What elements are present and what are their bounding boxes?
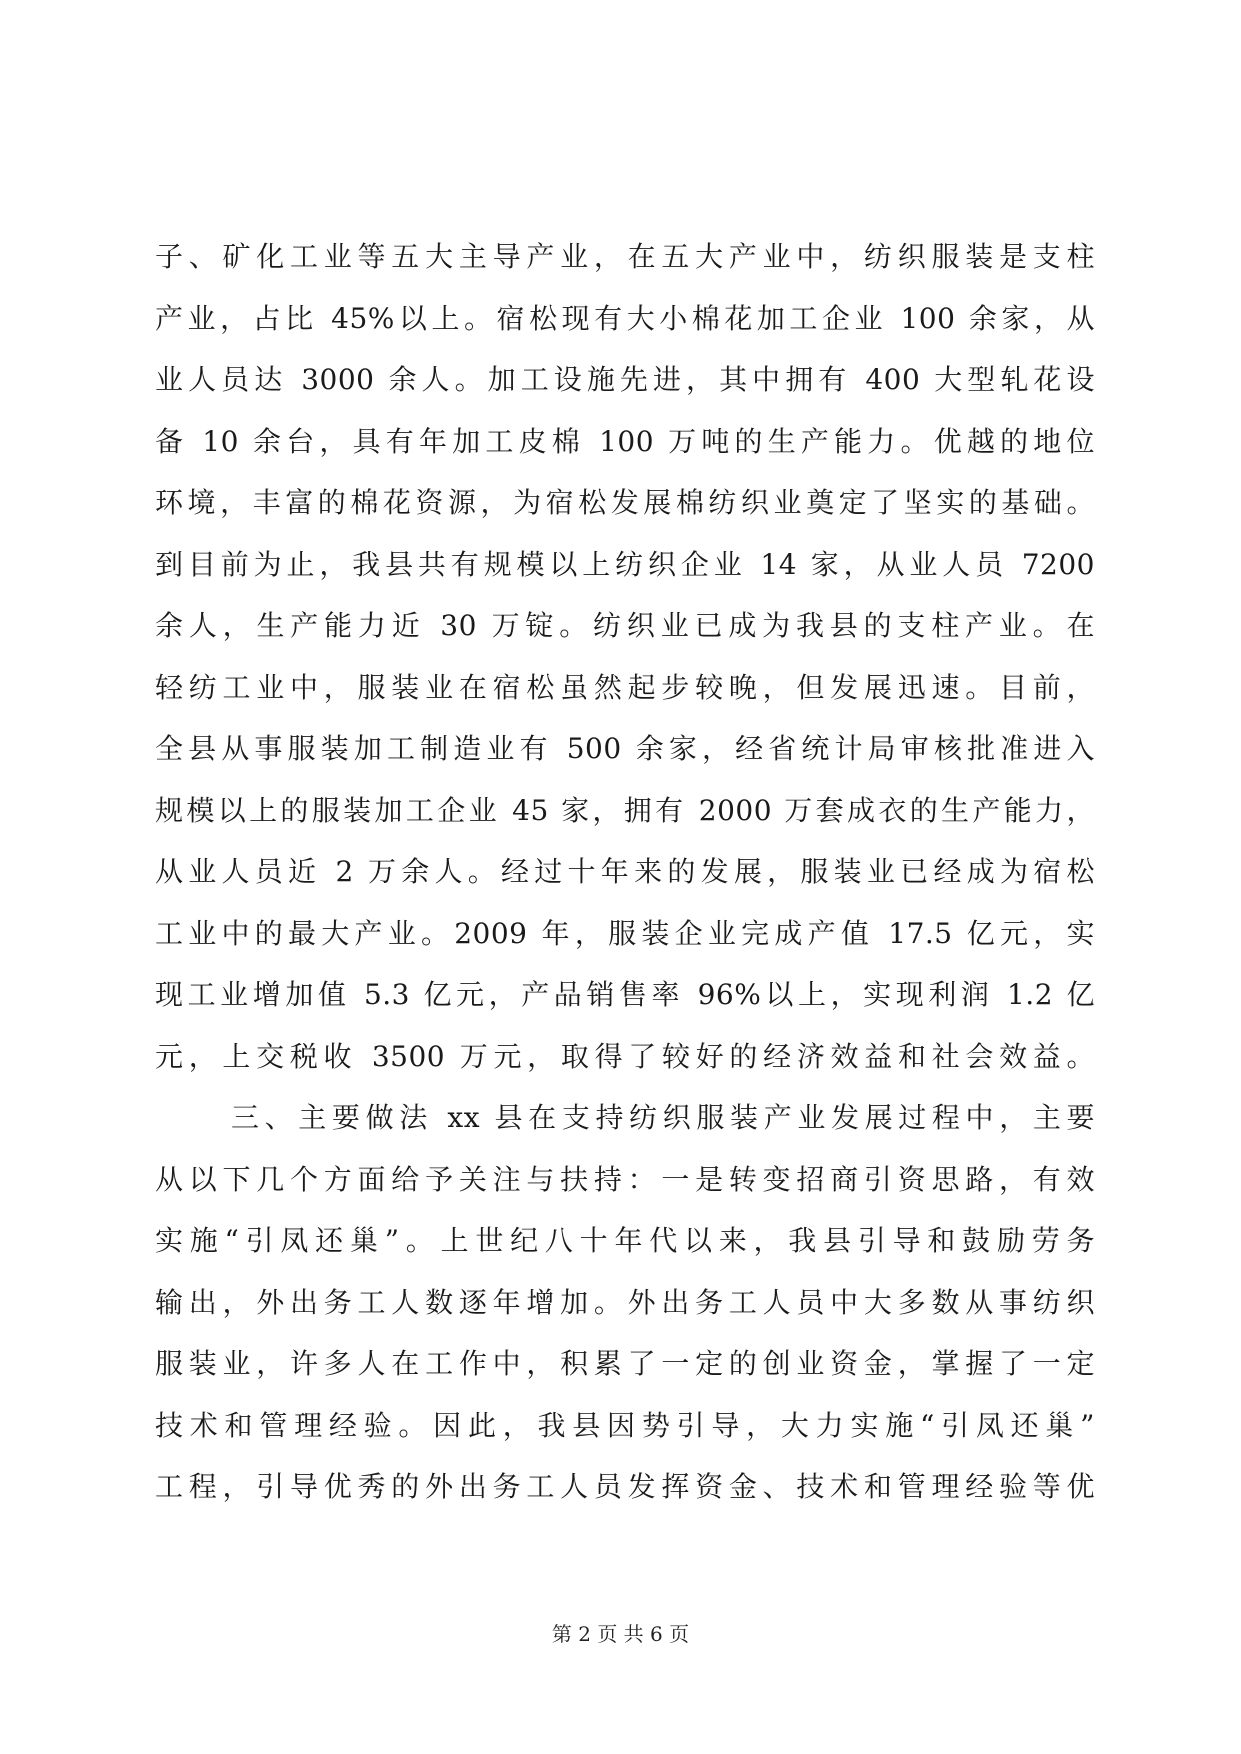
text-line: 技术和管理经验。因此，我县因势引导，大力实施“引凤还巢”: [155, 1408, 1095, 1442]
text-line: 备 10 余台，具有年加工皮棉 100 万吨的生产能力。优越的地位: [155, 424, 1095, 458]
text-line: 三、主要做法 xx 县在支持纺织服装产业发展过程中，主要: [231, 1101, 1095, 1134]
paragraph-1: [155, 226, 1095, 1087]
text-line: 实施“引凤还巢”。上世纪八十年代以来，我县引导和鼓励劳务: [155, 1224, 1095, 1257]
text-line: 元，上交税收 3500 万元，取得了较好的经济效益和社会效益。: [155, 1039, 1095, 1073]
text-line: 输出，外出务工人数逐年增加。外出务工人员中大多数从事纺织: [155, 1285, 1095, 1319]
text-line: 全县从事服装加工制造业有 500 余家，经省统计局审核批准进入: [155, 732, 1095, 765]
text-line: 从以下几个方面给予关注与扶持：一是转变招商引资思路，有效: [155, 1162, 1095, 1196]
text-line: 到目前为止，我县共有规模以上纺织企业 14 家，从业人员 7200: [155, 547, 1095, 581]
text-line: 业人员达 3000 余人。加工设施先进，其中拥有 400 大型轧花设: [155, 363, 1095, 396]
page-number: 第 2 页 共 6 页: [551, 1622, 690, 1646]
text-line: 产业，占比 45%以上。宿松现有大小棉花加工企业 100 余家，从: [155, 301, 1095, 335]
paragraph-2: [155, 1087, 1095, 1518]
text-line: 余人，生产能力近 30 万锭。纺织业已成为我县的支柱产业。在: [155, 609, 1095, 642]
text-line: 服装业，许多人在工作中，积累了一定的创业资金，掌握了一定: [155, 1347, 1095, 1380]
body-text: [155, 226, 1095, 1518]
page-footer: [0, 1620, 1241, 1648]
text-line: 子、矿化工业等五大主导产业，在五大产业中，纺织服装是支柱: [155, 240, 1095, 273]
text-line: 规模以上的服装加工企业 45 家，拥有 2000 万套成衣的生产能力，: [155, 793, 1095, 827]
text-line: 环境，丰富的棉花资源，为宿松发展棉纺织业奠定了坚实的基础。: [155, 486, 1095, 519]
text-line: 工程，引导优秀的外出务工人员发挥资金、技术和管理经验等优: [155, 1470, 1095, 1503]
text-line: 现工业增加值 5.3 亿元，产品销售率 96%以上，实现利润 1.2 亿: [155, 978, 1095, 1011]
text-line: 工业中的最大产业。2009 年，服装企业完成产值 17.5 亿元，实: [155, 916, 1095, 950]
text-line: 轻纺工业中，服装业在宿松虽然起步较晚，但发展迅速。目前，: [155, 670, 1095, 704]
text-line: 从业人员近 2 万余人。经过十年来的发展，服装业已经成为宿松: [155, 855, 1095, 888]
